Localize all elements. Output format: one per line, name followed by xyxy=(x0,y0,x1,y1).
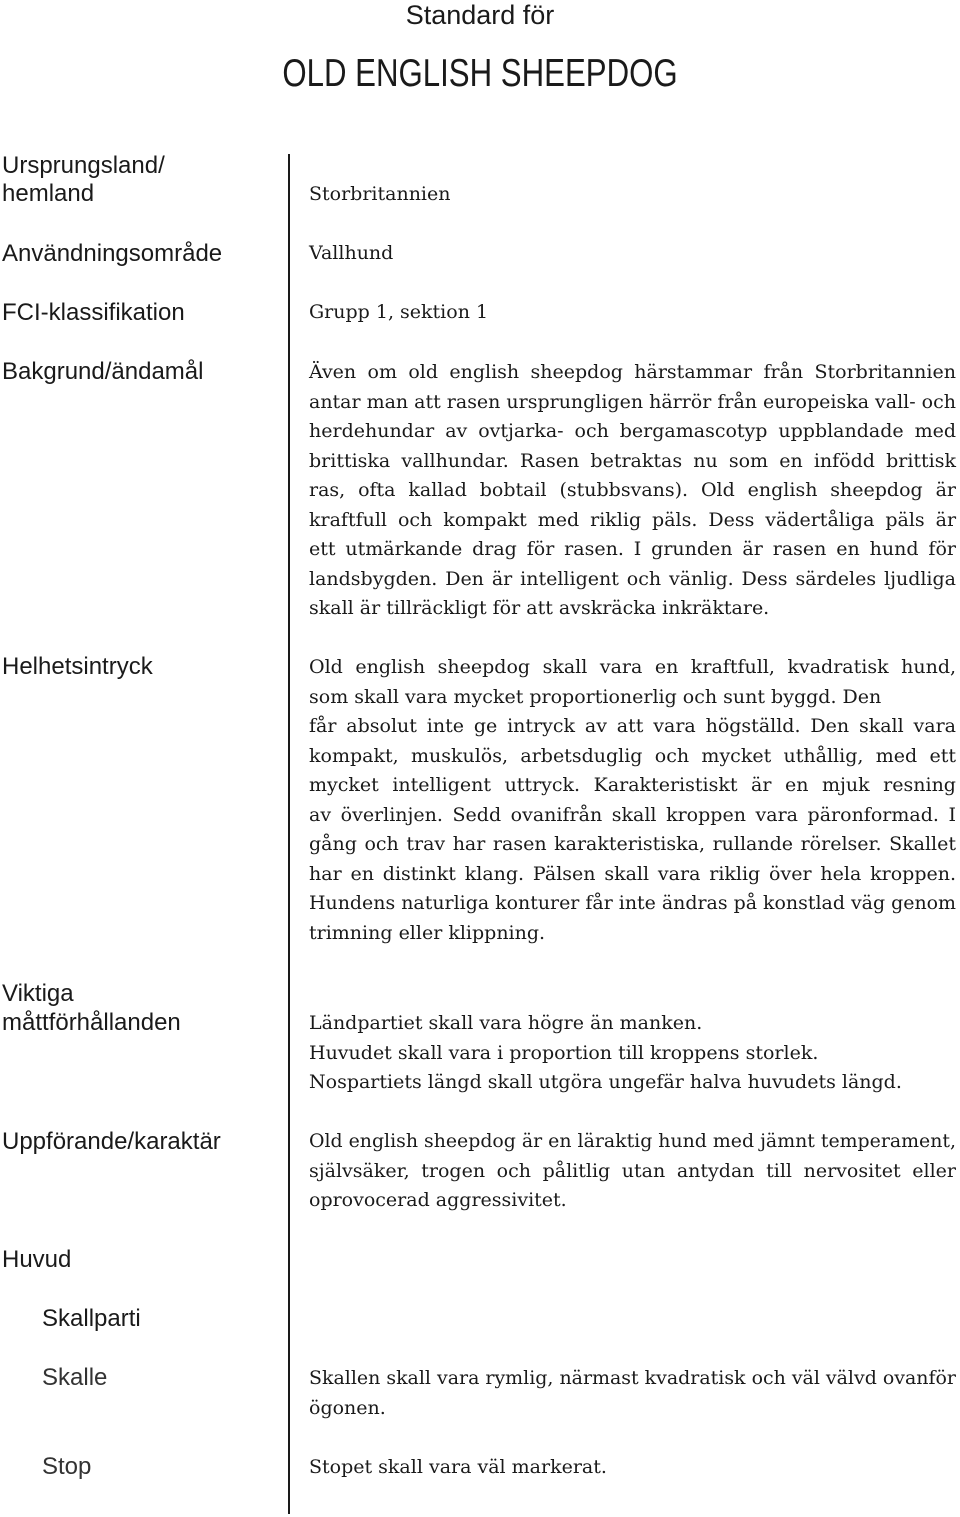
text-line: Även om old english sheepdog härstammar från Storbritannien xyxy=(309,361,956,383)
text-line: brittiska vallhundar. Rasen betraktas nu som en infödd brittisk xyxy=(309,449,957,472)
text-line: skall är tillräckligt för att avskräcka inkräktare. xyxy=(309,597,770,619)
text-line: kraftfull och kompakt med riklig päls. Dess vädertåliga päls är xyxy=(309,508,957,531)
label-uppforande-karaktar: Uppförande/karaktär xyxy=(2,1128,221,1155)
paragraph-uppforande xyxy=(309,1127,956,1216)
text-line: mycket intelligent uttryck. Karakteristiskt är en mjuk resning xyxy=(309,774,956,796)
paragraph-helhetsintryck xyxy=(309,653,956,948)
document-subtitle: Standard för xyxy=(405,0,555,30)
column-divider xyxy=(288,154,290,1514)
text-line: av överlinjen. Sedd ovanifrån skall kroppen vara päronformad. I xyxy=(309,803,956,826)
text-line: får absolut inte ge intryck av att vara högställd. Den skall vara xyxy=(309,715,957,737)
label-fci-klassifikation: FCI-klassifikation xyxy=(2,299,185,326)
text-line: kompakt, muskulös, arbetsduglig och mycket uthållig, med ett xyxy=(309,744,957,767)
text-line: Old english sheepdog skall vara en kraftfull, kvadratisk hund, xyxy=(309,656,957,678)
label-skalle: Skalle xyxy=(42,1364,108,1391)
label-helhetsintryck: Helhetsintryck xyxy=(2,653,153,680)
value-ursprungsland: Storbritannien xyxy=(309,183,451,205)
label-skallparti: Skallparti xyxy=(42,1305,141,1332)
value-fci-klassifikation: Grupp 1, sektion 1 xyxy=(309,301,489,323)
text-line: Nospartiets längd skall utgöra ungefär halva huvudets längd. xyxy=(309,1071,902,1093)
label-mattforhallanden: måttförhållanden xyxy=(2,1009,181,1036)
text-line: herdehundar av ovtjarka- och bergamascotyp uppblandade med xyxy=(309,420,957,442)
text-line: som skall vara mycket proportionerlig och sunt byggd. Den xyxy=(309,685,882,708)
text-line: självsäker, trogen och pålitlig utan antydan till nervositet eller xyxy=(309,1159,957,1182)
paragraph-mattforhallanden xyxy=(309,1009,956,1098)
document-title: OLD ENGLISH SHEEPDOG xyxy=(282,52,678,95)
text-line: landsbygden. Den är intelligent och vänlig. Dess särdeles ljudliga xyxy=(309,567,956,590)
label-ursprungsland: Ursprungsland/ xyxy=(2,152,165,179)
label-bakgrund-andamal: Bakgrund/ändamål xyxy=(2,358,204,385)
text-line: oprovocerad aggressivitet. xyxy=(309,1189,567,1211)
paragraph-skalle xyxy=(309,1364,956,1423)
label-viktiga: Viktiga xyxy=(2,980,74,1007)
label-hemland: hemland xyxy=(2,180,95,207)
text-line: ett utmärkande drag för rasen. I grunden är rasen en hund för xyxy=(309,538,956,560)
label-anvandningsomrade: Användningsområde xyxy=(2,240,223,267)
text-line: Old english sheepdog är en läraktig hund med jämnt temperament, xyxy=(309,1130,956,1152)
text-line: gång och trav har rasen karakteristiska, rullande rörelser. Skallet xyxy=(309,833,957,855)
value-stop: Stopet skall vara väl markerat. xyxy=(309,1456,607,1478)
label-stop: Stop xyxy=(42,1453,92,1480)
text-line: antar man att rasen ursprungligen härrör från europeiska vall- och xyxy=(309,390,956,413)
paragraph-bakgrund xyxy=(309,358,956,624)
text-line: ras, ofta kallad bobtail (stubbsvans). Old english sheepdog är xyxy=(309,479,956,501)
label-huvud: Huvud xyxy=(2,1246,72,1273)
text-line: Huvudet skall vara i proportion till kroppens storlek. xyxy=(309,1041,819,1064)
text-line: trimning eller klippning. xyxy=(309,921,546,944)
text-line: Skallen skall vara rymlig, närmast kvadratisk och väl välvd ovanför xyxy=(309,1367,956,1389)
text-line: Ländpartiet skall vara högre än manken. xyxy=(309,1012,703,1034)
text-line: Hundens naturliga konturer får inte ändras på konstlad väg genom xyxy=(309,892,957,914)
text-line: ögonen. xyxy=(309,1396,386,1419)
text-line: har en distinkt klang. Pälsen skall vara riklig över hela kroppen. xyxy=(309,862,957,885)
value-anvandningsomrade: Vallhund xyxy=(309,242,394,264)
